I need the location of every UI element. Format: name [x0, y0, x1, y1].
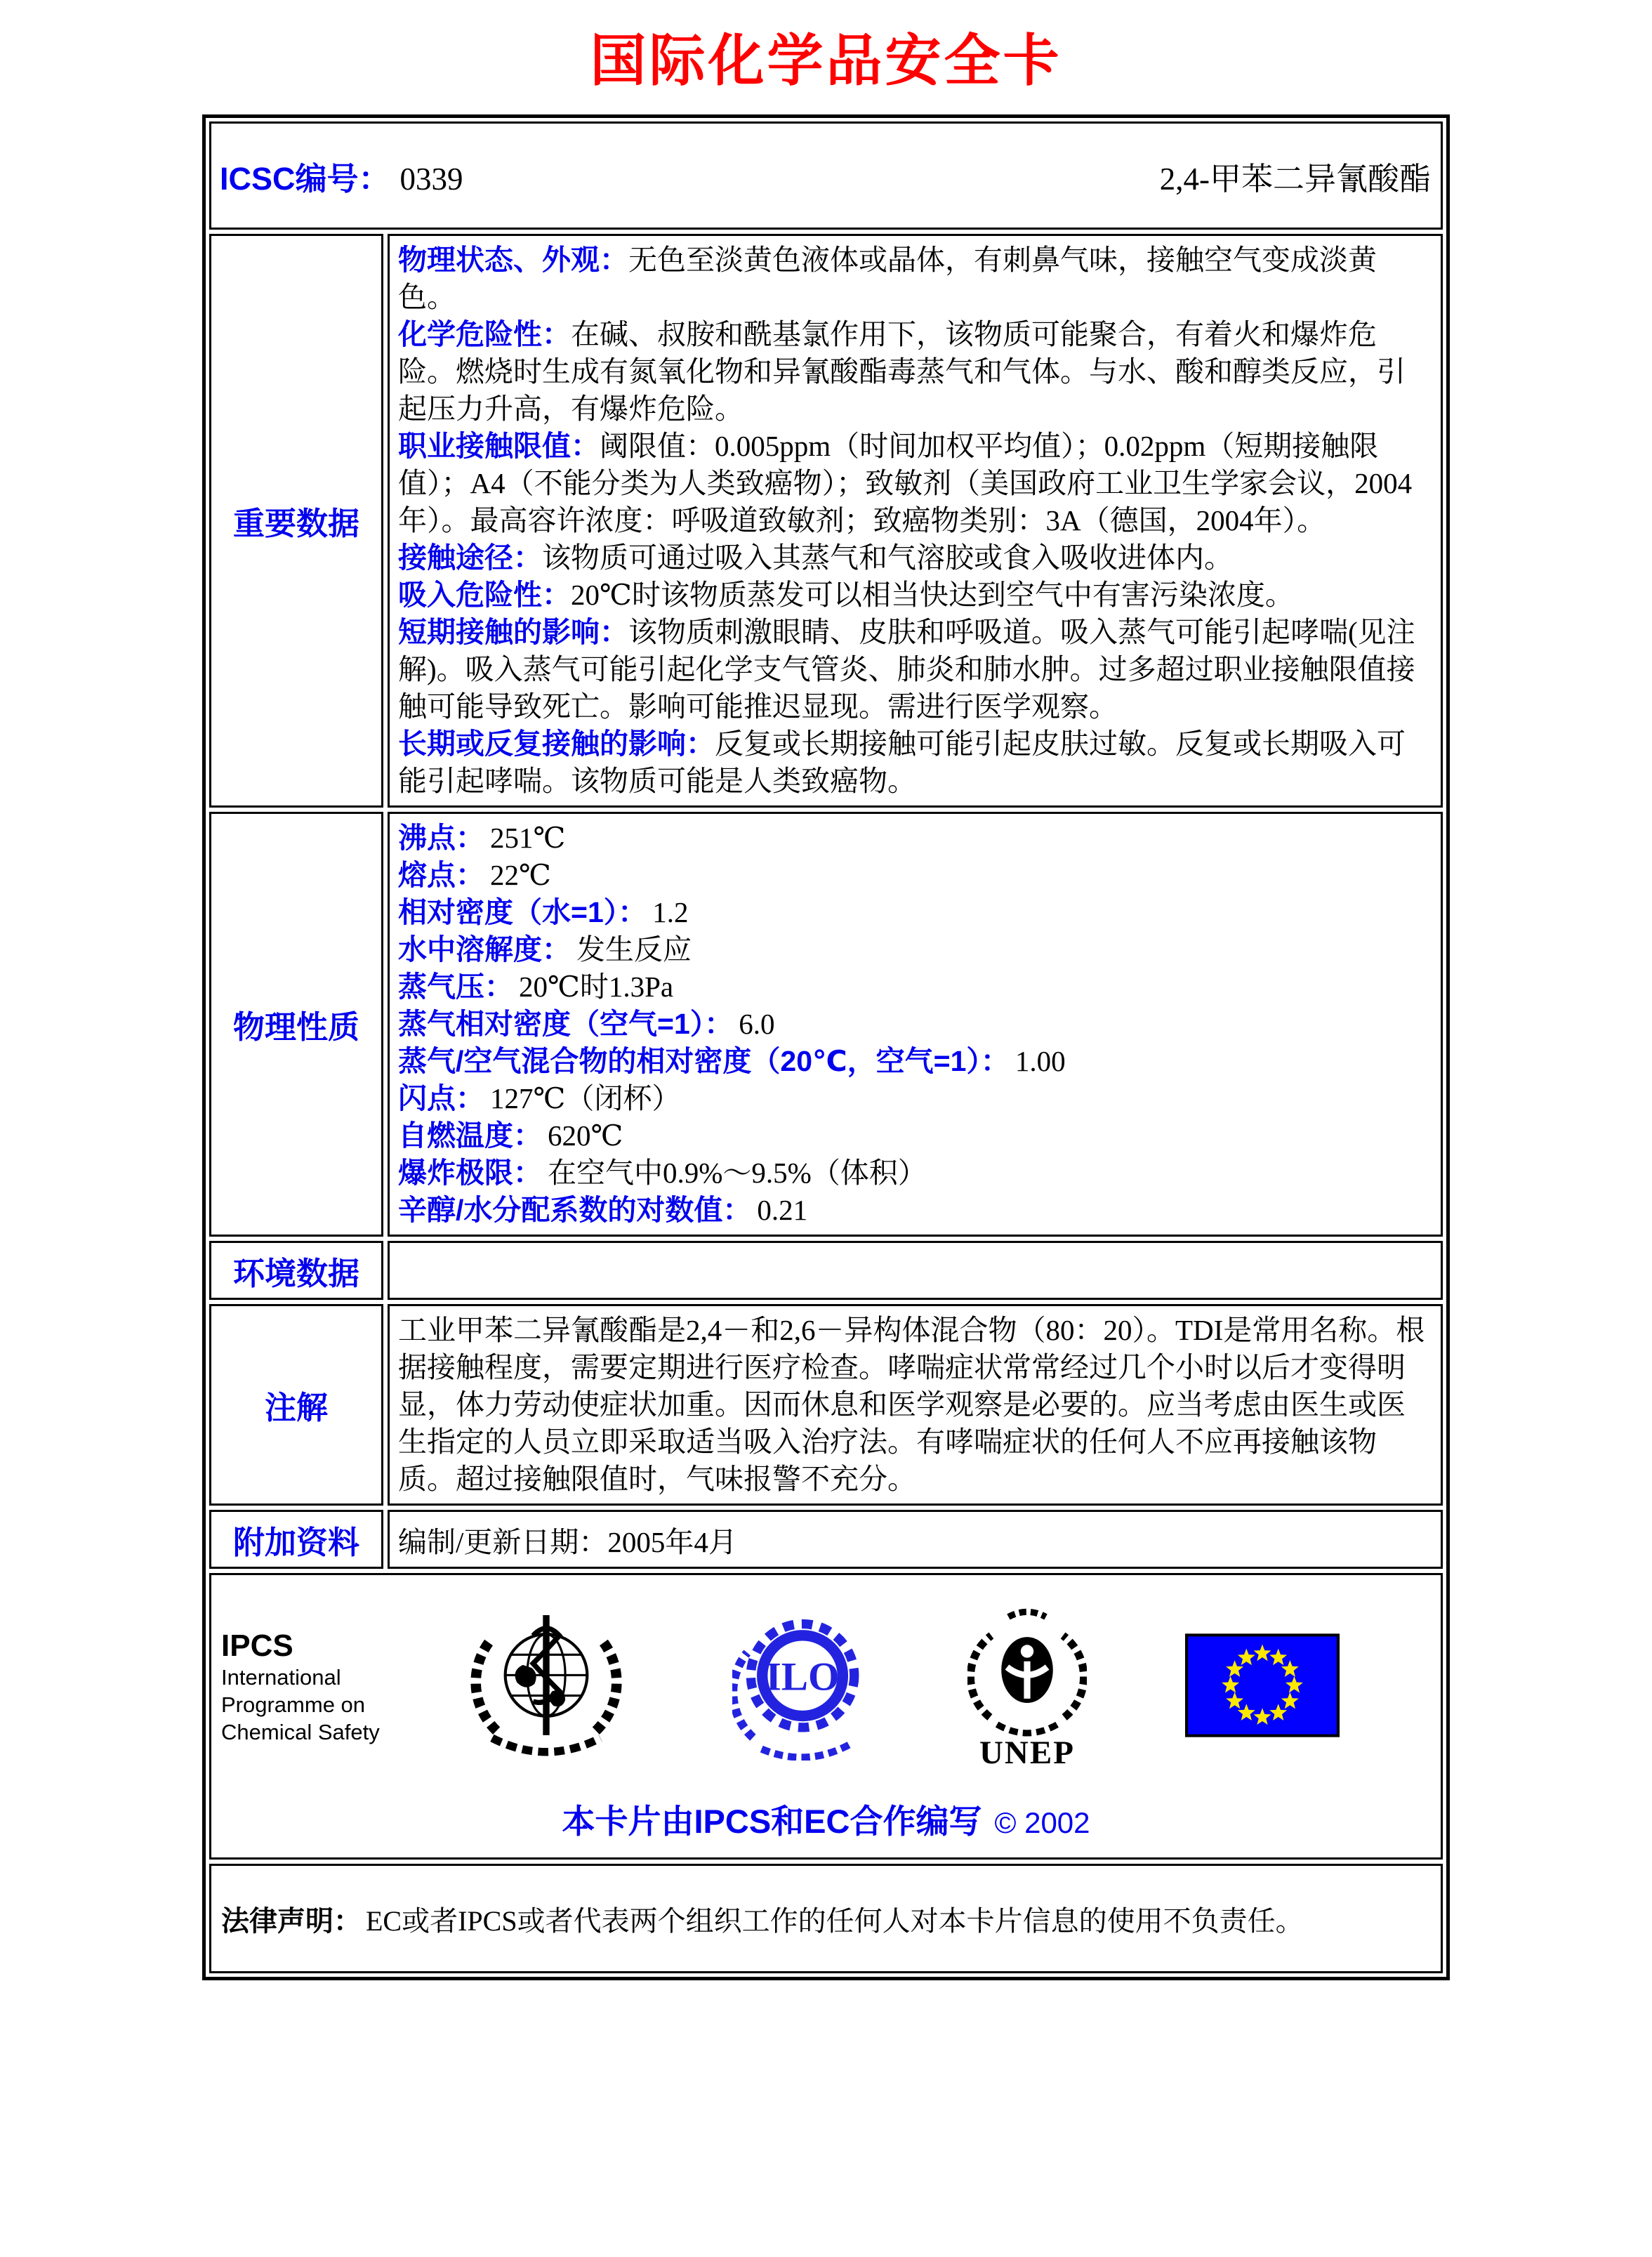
prop-label: 熔点：: [398, 859, 484, 891]
icsc-number-group: [220, 153, 463, 199]
icsc-number: 0339: [399, 161, 463, 197]
notes-text: 工业甲苯二异氰酸酯是2,4－和2,6－异构体混合物（80：20）。TDI是常用名称。根据接触程度，需要定期进行医疗检查。哮喘症状常常经过几个小时以后才变得明显，体力劳动使症状加重。因而休息和医学观察是必要的。应当考虑由医生或医生指定的人员立即采取适当吸入治疗法。有哮喘症状的任何人不应再接触该物质。超过接触限值时，气味报警不充分。: [398, 1314, 1425, 1495]
prop-label: 闪点：: [398, 1082, 484, 1114]
prop-value: 22℃: [490, 859, 551, 891]
ilo-logo-text: ILO: [765, 1654, 840, 1699]
physical-properties-content: [388, 812, 1443, 1237]
field-chemical-dangers: [398, 316, 1432, 428]
field-label: 长期或反复接触的影响：: [398, 728, 715, 760]
field-label: 短期接触的影响：: [398, 616, 628, 648]
copyright-text: © 2002: [994, 1806, 1090, 1839]
field-text: 无色至淡黄色液体或晶体，有刺鼻气味，接触空气变成淡黄色。: [398, 244, 1377, 313]
field-label: 化学危险性：: [398, 318, 571, 350]
safety-card: [202, 114, 1450, 1980]
field-physical-state-appearance: [398, 242, 1432, 316]
field-occupational-exposure-limits: [398, 428, 1432, 539]
field-text: 反复或长期接触可能引起皮肤过敏。反复或长期吸入可能引起哮喘。该物质可能是人类致癌物。: [398, 728, 1406, 797]
notes-content: [388, 1304, 1443, 1506]
prop-label: 沸点：: [398, 822, 484, 854]
ipcs-name-line: Programme on: [221, 1692, 366, 1717]
prop-label: 蒸气相对密度（空气=1）：: [398, 1008, 734, 1040]
environmental-data-content: [388, 1241, 1443, 1300]
prop-autoignition-temperature: [398, 1117, 1432, 1154]
prop-value: 127℃（闭杯）: [490, 1082, 681, 1114]
ipcs-name-line: International: [221, 1664, 341, 1690]
ipcs-name-line: Chemical Safety: [221, 1719, 380, 1744]
prop-vapour-air-mixture-density: [398, 1043, 1432, 1080]
page: [0, 15, 1652, 1980]
logos-strip: [221, 1585, 1431, 1789]
row-environmental-data: [209, 1241, 1443, 1300]
prop-value: 1.00: [1015, 1045, 1066, 1077]
prop-melting-point: [398, 857, 1432, 894]
ilo-logo-icon: [732, 1610, 869, 1764]
field-text: 该物质刺激眼睛、皮肤和呼吸道。吸入蒸气可能引起哮喘(见注解)。吸入蒸气可能引起化学支气管炎、肺炎和肺水肿。过多超过职业接触限值接触可能导致死亡。影响可能推迟显现。需进行医学观察。: [398, 616, 1415, 723]
field-label: 接触途径：: [398, 541, 542, 574]
prop-boiling-point: [398, 820, 1432, 857]
chemical-name: 2,4-甲苯二异氰酸酯: [1159, 161, 1431, 197]
prop-value: 20℃时1.3Pa: [519, 970, 674, 1003]
section-label-environmental-data: 环境数据: [209, 1241, 383, 1300]
prop-vapour-density: [398, 1006, 1432, 1043]
logo-set: [409, 1598, 1431, 1777]
prop-value: 发生反应: [576, 933, 692, 966]
row-organizations: [209, 1573, 1443, 1860]
icsc-label: ICSC编号：: [220, 160, 390, 197]
field-label: 物理状态、外观：: [398, 244, 628, 276]
section-label-important-data: 重要数据: [209, 234, 383, 808]
prop-label: 蒸气/空气混合物的相对密度（20℃，空气=1）：: [398, 1045, 1010, 1077]
legal-notice-row: [209, 1864, 1443, 1973]
row-important-data: [209, 234, 1443, 808]
ipcs-block: [221, 1628, 409, 1746]
unep-logo-text: UNEP: [979, 1734, 1076, 1770]
prop-label: 辛醇/水分配系数的对数值：: [398, 1194, 752, 1226]
prop-water-solubility: [398, 931, 1432, 968]
prop-value: 251℃: [490, 822, 566, 854]
prop-octanol-water-partition: [398, 1192, 1432, 1229]
prop-relative-density: [398, 894, 1432, 931]
card-caption: [221, 1796, 1431, 1843]
prop-label: 相对密度（水=1）：: [398, 896, 647, 928]
header-row: [209, 121, 1443, 230]
field-text: 20℃时该物质蒸发可以相当快达到空气中有害污染浓度。: [571, 579, 1294, 611]
prop-label: 自燃温度：: [398, 1119, 542, 1152]
field-short-term-effects: [398, 614, 1432, 725]
unep-logo-icon: [967, 1601, 1087, 1773]
section-label-notes: 注解: [209, 1304, 383, 1506]
important-data-content: [388, 234, 1443, 808]
caption-text: 本卡片由IPCS和EC合作编写: [562, 1803, 982, 1840]
page-title: 国际化学品安全卡: [590, 29, 1062, 92]
prop-value: 0.21: [757, 1194, 808, 1226]
field-inhalation-risk: [398, 577, 1432, 614]
section-label-additional-info: 附加资料: [209, 1510, 383, 1569]
prop-vapour-pressure: [398, 968, 1432, 1006]
prop-label: 爆炸极限：: [398, 1157, 542, 1189]
prop-value: 在空气中0.9%～9.5%（体积）: [548, 1157, 927, 1189]
eu-flag-icon: [1185, 1633, 1340, 1741]
prop-flash-point: [398, 1080, 1432, 1117]
field-label: 吸入危险性：: [398, 579, 571, 611]
legal-label: 法律声明：: [221, 1905, 362, 1937]
field-routes-of-exposure: [398, 539, 1432, 577]
prop-value: 6.0: [739, 1008, 775, 1040]
ipcs-acronym: IPCS: [221, 1628, 293, 1663]
prop-explosive-limits: [398, 1154, 1432, 1192]
field-long-term-effects: [398, 725, 1432, 800]
field-text: 该物质可通过吸入其蒸气和气溶胶或食入吸收进体内。: [542, 541, 1233, 574]
field-text: 在碱、叔胺和酰基氯作用下，该物质可能聚合，有着火和爆炸危险。燃烧时生成有氮氧化物和异氰酸酯毒蒸气和气体。与水、酸和醇类反应，引起压力升高，有爆炸危险。: [398, 318, 1406, 425]
additional-info-content: 编制/更新日期：2005年4月: [388, 1510, 1443, 1569]
legal-text: EC或者IPCS或者代表两个组织工作的任何人对本卡片信息的使用不负责任。: [366, 1904, 1304, 1937]
prop-value: 1.2: [652, 896, 689, 928]
who-logo-icon: [458, 1598, 634, 1777]
section-label-physical-properties: 物理性质: [209, 812, 383, 1237]
prop-label: 蒸气压：: [398, 970, 513, 1003]
field-label: 职业接触限值：: [398, 430, 600, 462]
field-text: 阈限值：0.005ppm（时间加权平均值）；0.02ppm（短期接触限值）；A4（不能分类为人类致癌物）；致敏剂（美国政府工业卫生学家会议，2004年）。最高容许浓度：呼吸道致敏剂；致癌物类别：3A（德国，2004年）。: [398, 430, 1413, 537]
prop-label: 水中溶解度：: [398, 933, 571, 966]
prop-value: 620℃: [548, 1119, 623, 1152]
row-notes: [209, 1304, 1443, 1506]
row-additional-info: [209, 1510, 1443, 1569]
row-physical-properties: [209, 812, 1443, 1237]
